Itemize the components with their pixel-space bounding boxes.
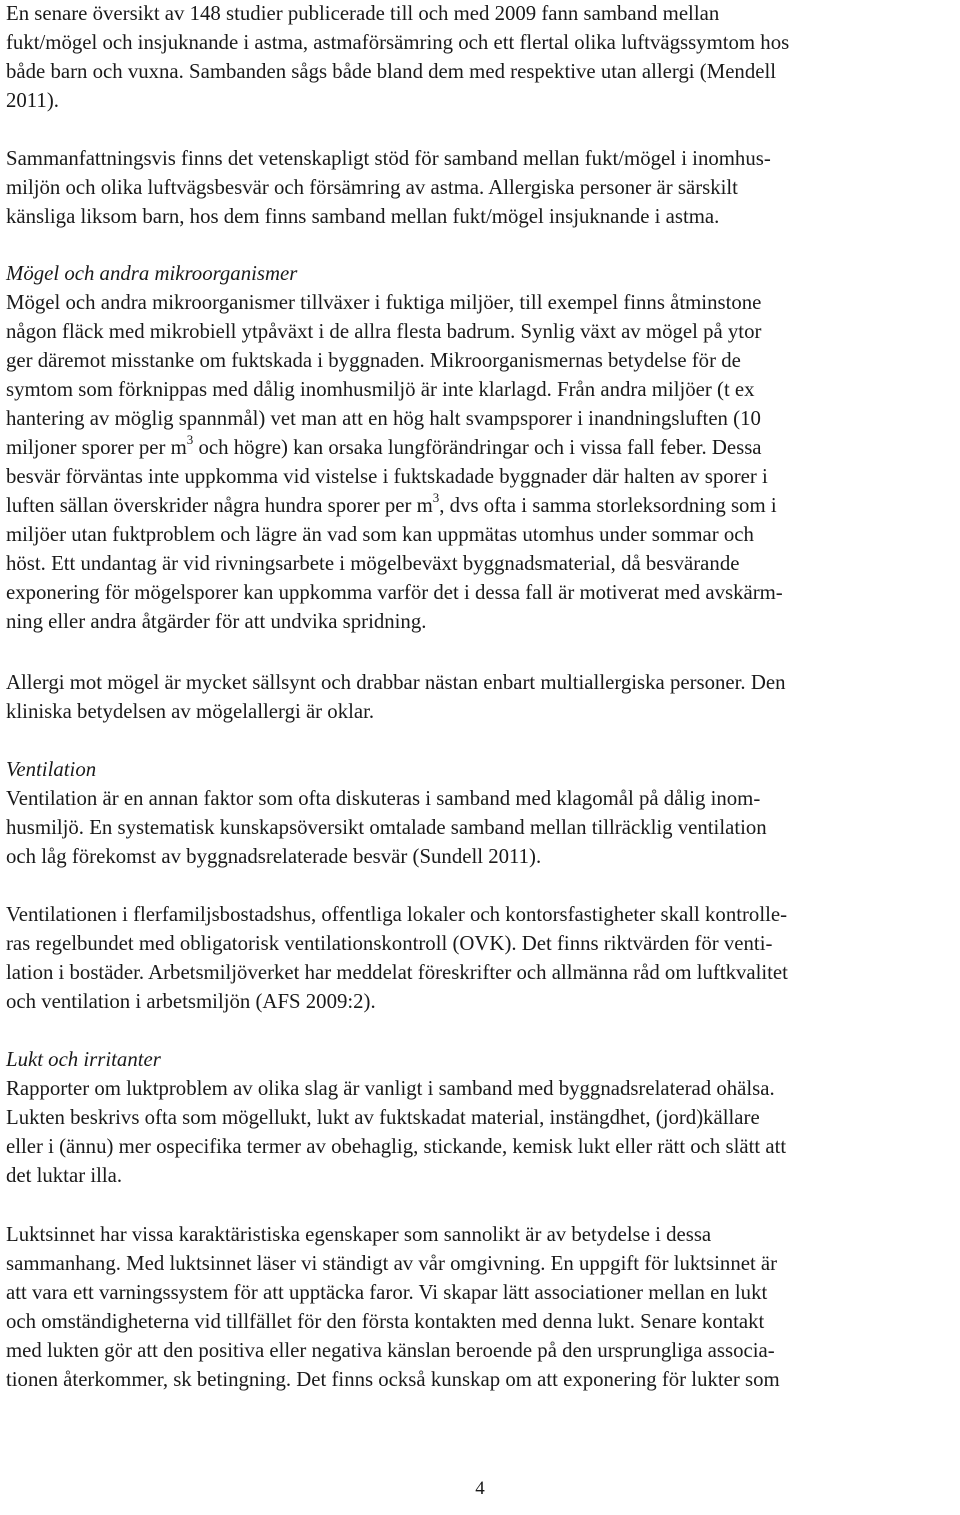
text-line: sammanhang. Med luktsinnet läser vi ständigt av vår omgivning. En uppgift för luktsinnet är [6, 1252, 778, 1275]
text-line: symtom som förknippas med dålig inomhusmiljö är inte klarlagd. Från andra miljöer (t ex [6, 378, 755, 401]
text-line: någon fläck med mikrobiell ytpåväxt i de allra flesta badrum. Synlig växt av mögel på ytor [6, 320, 762, 343]
text-segment: , dvs ofta i samma storleksordning som i [439, 494, 777, 517]
text-line: Rapporter om luktproblem av olika slag är vanligt i samband med byggnadsrelaterad ohälsa. [6, 1077, 775, 1100]
section-heading-mold: Mögel och andra mikroorganismer [6, 262, 298, 285]
text-line: 2011). [6, 89, 59, 112]
text-line: känsliga liksom barn, hos dem finns samband mellan fukt/mögel insjuknande i astma. [6, 205, 720, 228]
text-line: ger däremot misstanke om fuktskada i byggnaden. Mikroorganismernas betydelse för de [6, 349, 741, 372]
text-line: besvär förväntas inte uppkomma vid vistelse i fuktskadade byggnader där halten av sporer i [6, 465, 768, 488]
text-segment: och högre) kan orsaka lungförändringar och i vissa fall feber. Dessa [193, 436, 762, 459]
text-line: att vara ett varningssystem för att upptäcka faror. Vi skapar lätt associationer mellan en lukt [6, 1281, 768, 1304]
text-line: lation i bostäder. Arbetsmiljöverket har meddelat föreskrifter och allmänna råd om luftkvalitet [6, 961, 788, 984]
text-line: exponering för mögelsporer kan uppkomma varför det i dessa fall är motiverat med avskärm- [6, 581, 783, 604]
text-line: Mögel och andra mikroorganismer tillväxer i fuktiga miljöer, till exempel finns åtminstone [6, 291, 762, 314]
text-segment: luften sällan överskrider några hundra sporer per m [6, 494, 433, 517]
text-line: både barn och vuxna. Sambanden sågs både bland dem med respektive utan allergi (Mendell [6, 60, 777, 83]
superscript: 3 [186, 432, 194, 447]
section-heading-odor: Lukt och irritanter [6, 1048, 161, 1071]
text-line: det luktar illa. [6, 1164, 123, 1187]
text-line: och låg förekomst av byggnadsrelaterade besvär (Sundell 2011). [6, 845, 542, 868]
section-heading-ventilation: Ventilation [6, 758, 97, 781]
text-line: Ventilation är en annan faktor som ofta diskuteras i samband med klagomål på dålig inom- [6, 787, 761, 810]
text-line: fukt/mögel och insjuknande i astma, astmaförsämring och ett flertal olika luftvägssymtom hos [6, 31, 790, 54]
text-line: miljön och olika luftvägsbesvär och försämring av astma. Allergiska personer är särskilt [6, 176, 738, 199]
text-line: ras regelbundet med obligatorisk ventilationskontroll (OVK). Det finns riktvärden för venti- [6, 932, 773, 955]
text-line: hantering av möglig spannmål) vet man att en hög halt svampsporer i inandningsluften (10 [6, 407, 761, 430]
superscript: 3 [432, 490, 440, 505]
text-line [6, 434, 762, 464]
text-line: Luktsinnet har vissa karaktäristiska egenskaper som sannolikt är av betydelse i dessa [6, 1223, 712, 1246]
text-line: miljöer utan fuktproblem och lägre än vad som kan uppmätas utomhus under sommar och [6, 523, 754, 546]
page-number: 4 [475, 1478, 485, 1499]
text-line: höst. Ett undantag är vid rivningsarbete i mögelbeväxt byggnadsmaterial, då besvärande [6, 552, 740, 575]
text-line: kliniska betydelsen av mögelallergi är oklar. [6, 700, 375, 723]
text-segment: miljoner sporer per m [6, 436, 187, 459]
text-line [6, 492, 777, 522]
text-line: Sammanfattningsvis finns det vetenskapligt stöd för samband mellan fukt/mögel i inomhus- [6, 147, 771, 170]
text-line: och ventilation i arbetsmiljön (AFS 2009:2). [6, 990, 376, 1013]
text-line: En senare översikt av 148 studier publicerade till och med 2009 fann samband mellan [6, 2, 720, 25]
text-line: med lukten gör att den positiva eller negativa känslan beroende på den ursprungliga associa- [6, 1339, 775, 1362]
text-line: Lukten beskrivs ofta som mögellukt, lukt av fuktskadat material, instängdhet, (jord)källare [6, 1106, 760, 1129]
text-line: Ventilationen i flerfamiljsbostadshus, offentliga lokaler och kontorsfastigheter skall kontrolle- [6, 903, 788, 926]
text-line: och omständigheterna vid tillfället för den första kontakten med denna lukt. Senare kontakt [6, 1310, 765, 1333]
text-line: husmiljö. En systematisk kunskapsöversikt omtalade samband mellan tillräcklig ventilation [6, 816, 767, 839]
text-line: eller i (ännu) mer ospecifika termer av obehaglig, stickande, kemisk lukt eller rätt och slätt att [6, 1135, 787, 1158]
text-line: ning eller andra åtgärder för att undvika spridning. [6, 610, 427, 633]
text-line: Allergi mot mögel är mycket sällsynt och drabbar nästan enbart multiallergiska personer. Den [6, 671, 786, 694]
text-line: tionen återkommer, sk betingning. Det finns också kunskap om att exponering för lukter som [6, 1368, 780, 1391]
